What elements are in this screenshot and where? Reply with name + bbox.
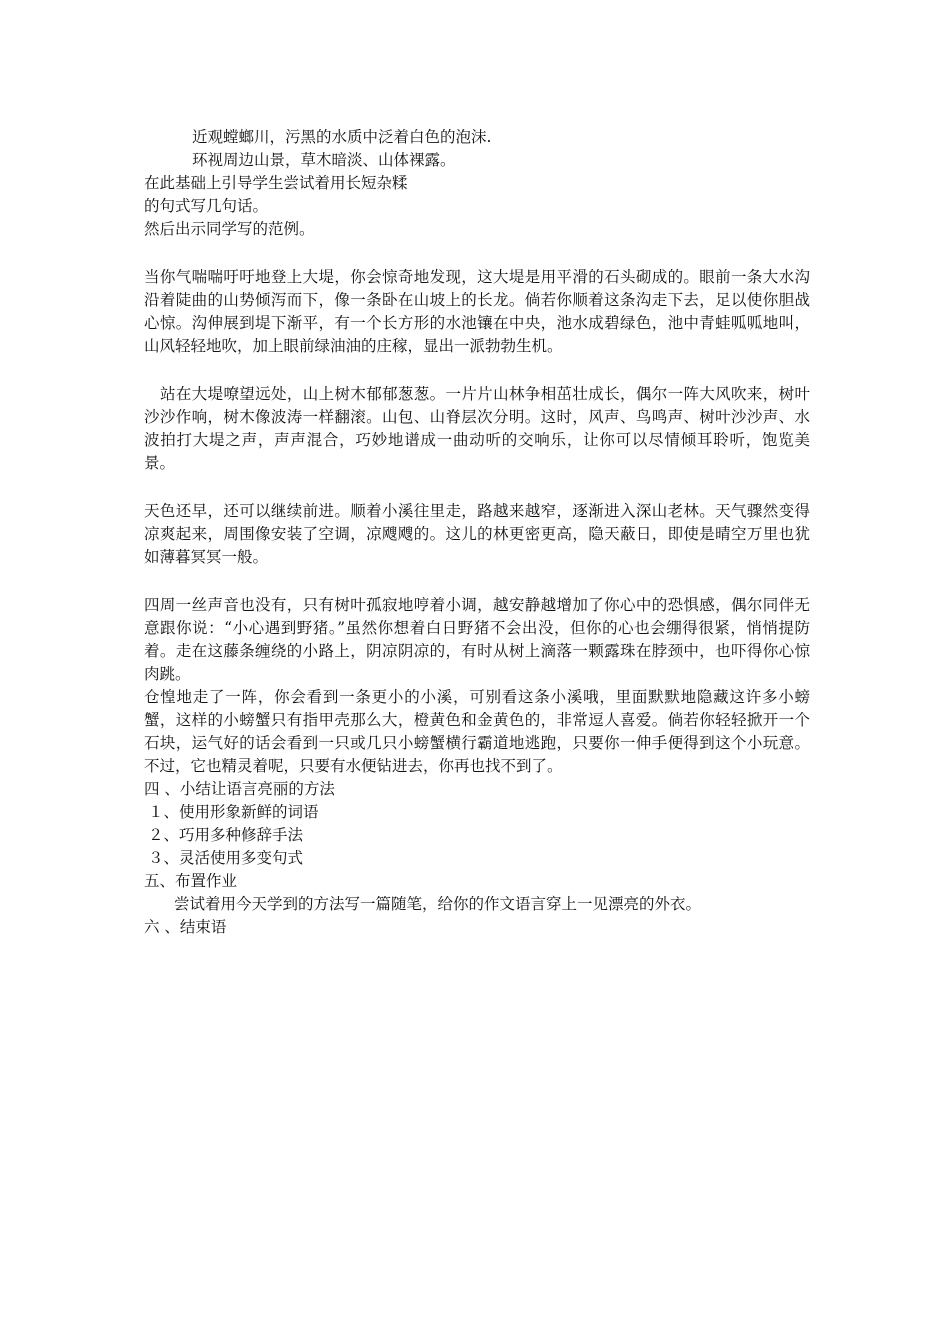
intro-line: 环视周边山景，草木暗淡、山体裸露。 bbox=[192, 151, 456, 169]
list-item: １、使用形象新鲜的词语 bbox=[148, 803, 319, 821]
intro-line: 近观螳螂川，污黑的水质中泛着白色的泡沫. bbox=[192, 128, 492, 146]
homework-text: 尝试着用今天学到的方法写一篇随笔，给你的作文语言穿上一见漂亮的外衣。 bbox=[174, 895, 702, 913]
example-paragraph: 站在大堤嘹望远处，山上树木郁郁葱葱。一片片山林争相茁壮成长，偶尔一阵大风吹来，树叶沙沙作响，树木像波涛一样翻滚。山包、山脊层次分明。这时，风声、鸟鸣声、树叶沙沙声、水波拍打大堤之声，声声混合，巧妙地谱成一曲动听的交响乐，让你可以尽情倾耳聆听，饱览美景。 bbox=[144, 385, 810, 472]
section-heading: 五、布置作业 bbox=[144, 872, 238, 890]
intro-line: 在此基础上引导学生尝试着用长短杂糅 bbox=[144, 174, 408, 192]
section-heading: 四 、小结让语言亮丽的方法 bbox=[144, 780, 335, 798]
example-paragraph: 天色还早，还可以继续前进。顺着小溪往里走，路越来越窄，逐渐进入深山老林。天气骤然变得凉爽起来，周围像安装了空调，凉飕飕的。这儿的林更密更高，隐天蔽日，即使是晴空万里也犹如薄暮冥冥一般。 bbox=[144, 502, 810, 566]
list-item: ３、灵活使用多变句式 bbox=[148, 849, 304, 867]
example-paragraph: 当你气喘喘吁吁地登上大堤，你会惊奇地发现，这大堤是用平滑的石头砌成的。眼前一条大水沟沿着陡曲的山势倾泻而下，像一条卧在山坡上的长龙。倘若你顺着这条沟走下去，足以使你胆战心惊。沟伸展到堤下渐平，有一个长方形的水池镶在中央，池水成碧绿色，池中青蛙呱呱地叫，山风轻轻地吹，加上眼前绿油油的庄稼，显出一派勃勃生机。 bbox=[144, 268, 810, 355]
document-page bbox=[144, 126, 810, 939]
intro-line: 的句式写几句话。 bbox=[144, 197, 269, 215]
example-paragraph: 四周一丝声音也没有，只有树叶孤寂地哼着小调，越安静越增加了你心中的恐惧感，偶尔同伴无意跟你说：“小心遇到野猪。”虽然你想着白日野猪不会出没，但你的心也会绷得很紧，悄悄提防着。走在这藤条缠绕的小路上，阴凉阴凉的，有时从树上滴落一颗露珠在脖颈中，也吓得你心惊肉跳。 bbox=[144, 596, 810, 683]
section-heading: 六 、结束语 bbox=[144, 918, 227, 936]
intro-line: 然后出示同学写的范例。 bbox=[144, 220, 315, 238]
list-item: ２、巧用多种修辞手法 bbox=[148, 826, 304, 844]
example-paragraph: 仓惶地走了一阵，你会看到一条更小的小溪，可别看这条小溪哦，里面默默地隐藏这许多小螃蟹，这样的小螃蟹只有指甲壳那么大，橙黄色和金黄色的，非常逗人喜爱。倘若你轻轻掀开一个石块，运气好的话会看到一只或几只小螃蟹横行霸道地逃跑，只要你一伸手便得到这个小玩意。不过，它也精灵着呢，只要有水便钻进去，你再也找不到了。 bbox=[144, 688, 810, 775]
